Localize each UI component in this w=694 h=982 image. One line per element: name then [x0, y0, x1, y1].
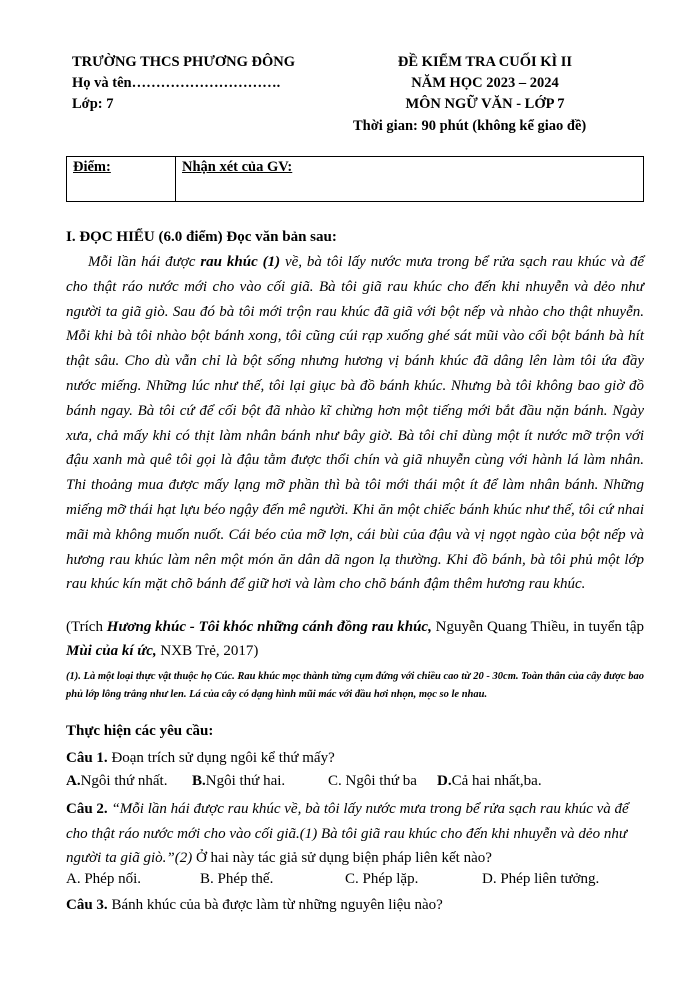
- footnote: (1). Là một loại thực vật thuộc họ Cúc. Rau khúc mọc thành từng cụm đứng với chiều cao từ 20 - 30cm. Toàn thân của cây được bao phủ lớp lông trắng như len. Lá của cây có dạng hình mũi mác với đầu hơi nhọn, mọc so le nhau.: [66, 671, 644, 700]
- section-heading: I. ĐỌC HIỂU (6.0 điểm) Đọc văn bản sau:: [66, 229, 337, 245]
- class-line: Lớp: 7: [72, 96, 114, 112]
- passage-keyword: rau khúc (1): [200, 254, 281, 270]
- score-label: Điểm:: [73, 159, 111, 175]
- school-name: TRƯỜNG THCS PHƯƠNG ĐÔNG: [72, 54, 296, 70]
- q1-option-d-label: D.: [437, 773, 452, 789]
- question-2: [66, 797, 644, 871]
- source-open: (Trích: [66, 619, 107, 635]
- passage-body: về, bà tôi lấy nước mưa trong bể rửa sạch rau khúc và để cho thật ráo nước mới cho vào cối giã. Bà tôi giã rau khúc cho đến khi nhuyễn và dẻo như người ta giã giò. Sau đó bà tôi mới trộn rau khúc đã giã với bột nếp và nhào cho thật nhuyễn. Mỗi khi bà tôi nhào bột bánh xong, tôi cũng cúi rạp xuống ghé sát mũi vào cối bột bánh bà hít thật sâu. Cho dù vẫn chỉ là bột sống nhưng hương vị bánh khúc đã dâng lên làm tôi ứa đầy nước miếng. Những lúc như thế, tôi lại giục bà đồ bánh khúc. Nhưng bà tôi không bao giờ đồ bánh ngay. Bà tôi cứ để cối bột đã nhào kĩ chừng hơn một tiếng mới bắt đầu nặn bánh. Ngày xưa, chả mấy khi có thịt làm nhân bánh như bây giờ. Bà tôi chỉ dùng một ít nước mỡ trộn với đậu xanh mà quê tôi gọi là đậu tằm được thổi chín và giã nhuyễn cùng với hành lá làm nhân. Thi thoảng mua được mấy lạng mỡ phần thì bà tôi mới thái một ít để làm nhân bánh. Những miếng mỡ thái hạt lựu béo ngậy đến mê người. Khi ăn một chiếc bánh khúc như thế, tôi cứ nhai mãi mà không muốn nuốt. Cái béo của mỡ lợn, cái bùi của đậu và vị ngọt ngào của bột nếp và hương rau khúc làm nên một món ăn dân dã ngon lạ thường. Khi đồ bánh, bà tôi phủ một lớp rau khúc kín mặt chõ bánh để giữ hơi và làm cho chõ bánh đậm thêm hương rau khúc.: [66, 254, 645, 593]
- q2-option-d: D. Phép liên tưởng.: [482, 871, 600, 887]
- exam-title: ĐỀ KIỂM TRA CUỐI KÌ II: [397, 54, 573, 70]
- student-name-line: Họ và tên………………………….: [72, 75, 281, 91]
- exam-time: Thời gian: 90 phút (không kể giao đề): [353, 118, 587, 134]
- source-author: Nguyễn Quang Thiều, in tuyển tập: [431, 619, 645, 635]
- question-2-options: [66, 871, 644, 893]
- q2-option-c: C. Phép lặp.: [345, 871, 419, 887]
- source-title: Hương khúc - Tôi khóc những cánh đồng rau khúc,: [106, 619, 432, 635]
- question-2-label: Câu 2.: [66, 801, 108, 817]
- question-3: [66, 893, 644, 918]
- q1-option-a-label: A.: [66, 773, 81, 789]
- source-book: Mùi của kí ức,: [66, 643, 157, 659]
- source-close: NXB Trẻ, 2017): [156, 643, 259, 659]
- question-2-text: Ở hai này tác giả sử dụng biện pháp liên kết nào?: [192, 850, 492, 866]
- q1-option-b-text: Ngôi thứ hai.: [205, 773, 286, 789]
- q1-option-d-text: Cả hai nhất,ba.: [451, 773, 542, 789]
- question-2-quote: “Mỗi lần hái được rau khúc về, bà tôi lấy nước mưa trong bể rửa sạch rau khúc và để cho thật ráo nước mới cho vào cối giã.(1) Bà tôi giã rau khúc cho đến khi nhuyễn và dẻo như người ta giã giò.”(2): [66, 801, 629, 866]
- question-3-text: Bánh khúc của bà được làm từ những nguyên liệu nào?: [107, 897, 443, 913]
- q1-option-b: [192, 773, 286, 790]
- question-1: [66, 746, 644, 771]
- q1-option-a-text: Ngôi thứ nhất.: [80, 773, 168, 789]
- score-table: [66, 156, 644, 202]
- q1-option-b-label: B.: [192, 773, 206, 789]
- q1-option-c: C. Ngôi thứ ba: [328, 773, 417, 789]
- teacher-comment-label: Nhận xét của GV:: [182, 159, 293, 175]
- question-1-label: Câu 1.: [66, 750, 108, 766]
- question-1-options: [66, 773, 644, 795]
- question-3-label: Câu 3.: [66, 897, 108, 913]
- school-year: NĂM HỌC 2023 – 2024: [411, 75, 559, 91]
- passage-start: Mỗi lần hái được: [88, 254, 201, 270]
- q1-option-d: [437, 773, 542, 790]
- q2-option-b: B. Phép thế.: [200, 871, 274, 887]
- passage-source: [66, 615, 644, 663]
- question-1-text: Đoạn trích sử dụng ngôi kể thứ mấy?: [107, 750, 335, 766]
- teacher-comment-cell: [176, 157, 644, 202]
- q2-option-a: A. Phép nối.: [66, 871, 141, 887]
- reading-passage: [66, 250, 644, 597]
- requirements-heading: Thực hiện các yêu cầu:: [66, 723, 214, 739]
- subject-line: MÔN NGỮ VĂN - LỚP 7: [405, 96, 565, 112]
- score-cell: [67, 157, 176, 202]
- q1-option-a: [66, 773, 168, 790]
